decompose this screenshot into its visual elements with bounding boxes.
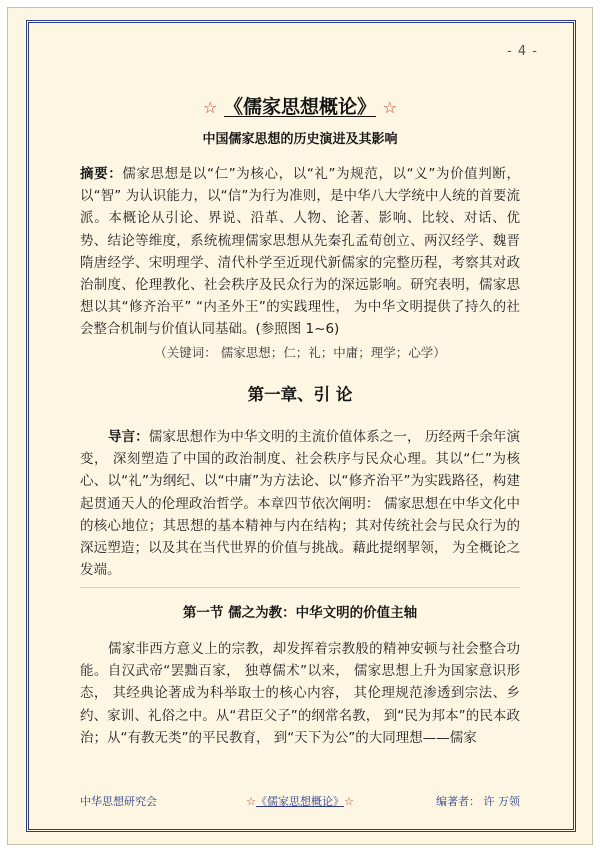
chapter-heading: 第一章、引 论 [247,385,353,404]
body-paragraph: 儒家非西方意义上的宗教，却发挥着宗教般的精神安顿与社会整合功能。自汉武帝“罢黜百家， 独尊儒术”以来， 儒家思想上升为国家意识形态， 其经典论著成为科举取士的核心内容， 其伦理规范渗透到宗法、乡约、家训、礼俗之中。从“君臣父子”的纲常名教， 到“民为邦本”的民本政治；从“有教无类”的平民教育， 到“天下为公”的大同理想——儒家 [80,641,520,746]
page-number: - 4 - [507,44,538,59]
star-icon: ☆ [344,795,354,808]
document-title [0,92,600,119]
intro-text: 儒家思想作为中华文明的主流价值体系之一， 历经两千余年演变， 深刻塑造了中国的政治制度、社会秩序与民众心理。其以“仁”为核心、以“礼”为纲纪、以“中庸”为方法论、以“修齐治平”为实践路径，构建起贯通天人的伦理政治哲学。本章四节依次阐明： 儒家思想在中华文化中的核心地位；其思想的基本精神与内在结构；其对传统社会与民众行为的深远塑造；以及其在当代世界的价值与挑战。藉此提纲挈领， 为全概论之发端。 [80,429,521,579]
abstract-paragraph [80,163,520,341]
abstract-label: 摘要： [80,166,123,182]
footer-title-text: 《儒家思想概论》 [256,795,344,808]
section-heading: 第一节 儒之为教：中华文明的价值主轴 [182,605,418,621]
footer-author: 编著者： 许 万领 [436,795,520,808]
keywords-line: （关键词： 儒家思想；仁；礼；中庸；理学；心学） [154,345,446,360]
section-divider [80,587,520,588]
document-subtitle: 中国儒家思想的历史演进及其影响 [202,132,398,147]
footer-organization: 中华思想研究会 [80,795,157,808]
abstract-text: 儒家思想是以“仁”为核心，以“礼”为规范，以“义”为价值判断，以“智” 为认识能力，以“信”为行为准则，是中华八大学统中人统的首要流派。本概论从引论、界说、沿革、人物、论著、影响、比较、对话、优势、结论等维度，系统梳理儒家思想从先秦孔孟荀创立、两汉经学、魏晋隋唐经学、宋明理学、清代朴学至近现代新儒家的完整历程，考察其对政治制度、伦理教化、社会秩序及民众行为的深远影响。研究表明，儒家思想以其“修齐治平” “内圣外王”的实践理性， 为中华文明提供了持久的社会整合机制与价值认同基础。(参照图 1~6) [80,166,521,338]
document-title-text: 《儒家思想概论》 [223,96,376,118]
star-icon: ☆ [382,98,397,117]
intro-paragraph [80,426,520,581]
star-icon: ☆ [246,795,256,808]
star-icon: ☆ [203,98,218,117]
intro-label: 导言： [108,429,149,445]
